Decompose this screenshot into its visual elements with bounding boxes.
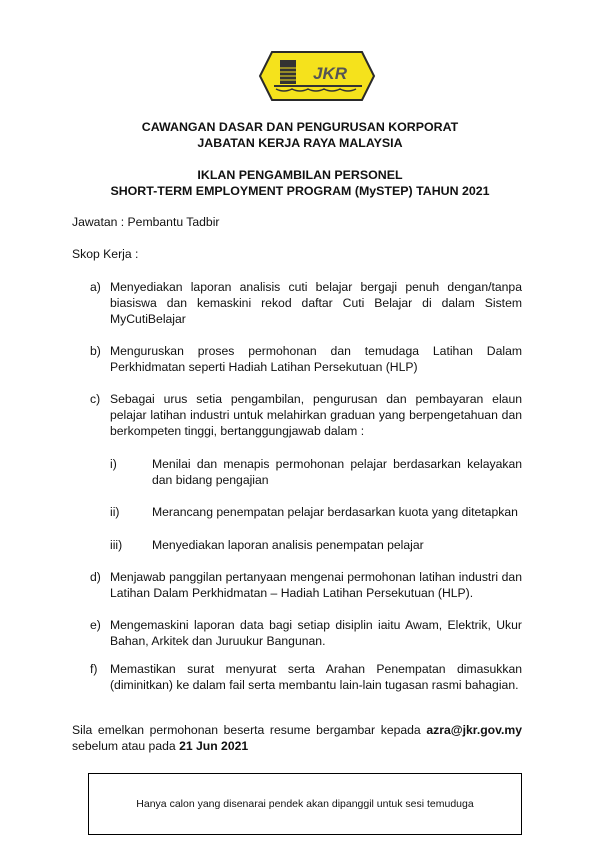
- closing-paragraph: [72, 722, 522, 754]
- list-item: [90, 279, 522, 327]
- list-text: Menjawab panggilan pertanyaan mengenai permohonan latihan industri dan Latihan Dalam Perkhidmatan – Hadiah Latihan Persekutuan (HLP).: [110, 570, 522, 600]
- jkr-logo: [258, 48, 376, 104]
- list-marker: f): [90, 662, 98, 676]
- list-text: Mengemaskini laporan data bagi setiap disiplin iaitu Awam, Elektrik, Ukur Bahan, Arkitek dan Juruukur Bangunan.: [110, 618, 522, 648]
- list-item: [90, 343, 522, 375]
- list-item: [90, 391, 522, 439]
- list-text: Merancang penempatan pelajar berdasarkan kuota yang ditetapkan: [152, 505, 518, 519]
- deadline-date: 21 Jun 2021: [179, 739, 249, 753]
- sub-list-item: [110, 504, 522, 520]
- svg-text:JKR: JKR: [312, 64, 348, 83]
- list-item: [90, 617, 522, 649]
- list-marker: iii): [110, 538, 123, 552]
- notice-box: [88, 773, 522, 835]
- sub-list-item: [110, 456, 522, 488]
- list-text: Menguruskan proses permohonan dan temudaga Latihan Dalam Perkhidmatan seperti Hadiah Latihan Persekutuan (HLP): [110, 344, 522, 374]
- header-agency: JABATAN KERJA RAYA MALAYSIA: [197, 136, 403, 150]
- list-item: [90, 569, 522, 601]
- list-marker: b): [90, 344, 101, 358]
- contact-email[interactable]: azra@jkr.gov.my: [426, 723, 522, 737]
- scope-label: Skop Kerja :: [72, 247, 139, 261]
- closing-text: Sila emelkan permohonan beserta resume bergambar kepada: [72, 723, 427, 737]
- list-marker: ii): [110, 505, 120, 519]
- list-marker: d): [90, 570, 101, 584]
- list-text: Menyediakan laporan analisis cuti belajar bergaji penuh dengan/tanpa biasiswa dan kemaskini rekod daftar Cuti Belajar di dalam Sistem MyCutiBelajar: [110, 280, 522, 326]
- list-item: [90, 661, 522, 693]
- document-title: IKLAN PENGAMBILAN PERSONEL: [197, 168, 403, 182]
- header-department: CAWANGAN DASAR DAN PENGURUSAN KORPORAT: [141, 120, 459, 134]
- list-marker: a): [90, 280, 101, 294]
- list-marker: i): [110, 457, 117, 471]
- notice-text: Hanya calon yang disenarai pendek akan dipanggil untuk sesi temuduga: [136, 798, 474, 810]
- list-text: Sebagai urus setia pengambilan, pengurusan dan pembayaran elaun pelajar latihan industri untuk melahirkan graduan yang berpengetahuan dan berkompeten tinggi, bertanggungjawab dalam :: [110, 392, 522, 438]
- list-text: Menyediakan laporan analisis penempatan pelajar: [152, 538, 424, 552]
- list-marker: e): [90, 618, 101, 632]
- document-subtitle: SHORT-TERM EMPLOYMENT PROGRAM (MySTEP) TAHUN 2021: [110, 184, 490, 198]
- list-text: Menilai dan menapis permohonan pelajar berdasarkan kelayakan dan bidang pengajian: [152, 457, 522, 487]
- sub-list-item: [110, 537, 522, 553]
- deadline-text: sebelum atau pada: [72, 739, 180, 753]
- list-marker: c): [90, 392, 101, 406]
- position-title: Jawatan : Pembantu Tadbir: [72, 215, 220, 229]
- list-text: Memastikan surat menyurat serta Arahan Penempatan dimasukkan (diminitkan) ke dalam fail serta membantu lain-lain tugasan rasmi bahagian.: [110, 662, 522, 692]
